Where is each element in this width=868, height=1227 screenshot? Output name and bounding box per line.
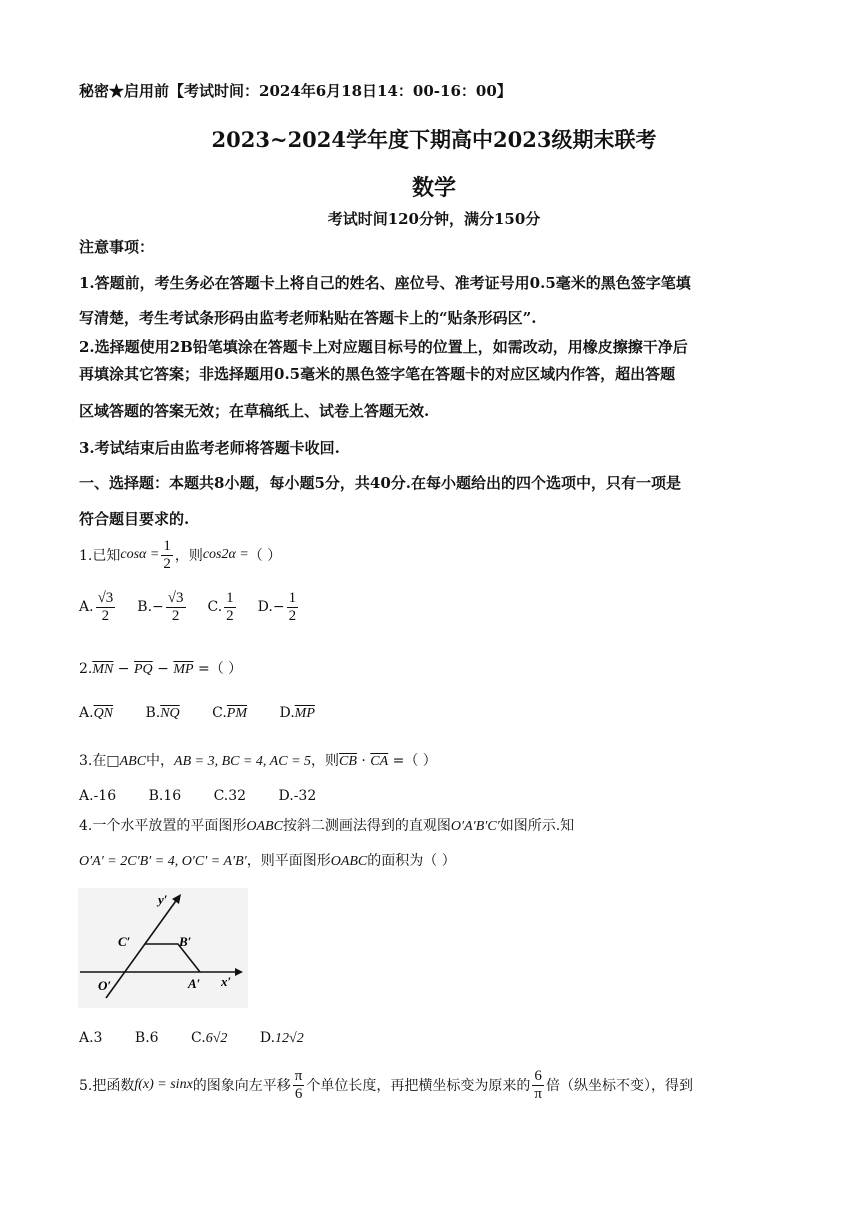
question-5: 5.把函数 f(x) = sinx 的图象向左平移 $\frac{\pi}{6}$ 个单位长度，再把横坐标变为原来的 $\frac{6}{\pi}$ 倍（纵坐标不变），得到 — [79, 1068, 693, 1102]
q1-option-c: C. $\frac{1}{2}$ — [207, 590, 234, 624]
q2-options — [79, 705, 343, 722]
question-3: 3.在□ABC中，AB = 3, BC = 4, AC = 5，则$\overline{CB} \cdot \overline{CA}$ =（ ） — [79, 753, 437, 769]
q1-option-d: D.− $\frac{1}{2}$ — [257, 590, 297, 624]
note-2-line-2: 再填涂其它答案；非选择题用0.5毫米的黑色签字笔在答题卡的对应区域内作答，超出答题 — [79, 365, 676, 383]
subject-title: 数学 — [411, 175, 456, 201]
q2-vector-mn: $\overline{MN}$ — [92, 662, 114, 677]
q1-prefix: 1.已知 — [79, 548, 121, 564]
label-b: B′ — [179, 934, 192, 949]
q2-vector-mp: $\overline{MP}$ — [173, 662, 194, 677]
q1-cos2: cos2α = — [202, 547, 249, 562]
q2-vector-pq: $\overline{PQ}$ — [134, 662, 153, 677]
q1-cos: cosα = — [120, 547, 160, 562]
note-3: 3.考试结束后由监考老师将答题卡收回. — [79, 439, 340, 457]
note-2-line-3: 区域答题的答案无效；在草稿纸上、试卷上答题无效. — [79, 402, 430, 420]
question-4-line-1: 4.一个水平放置的平面图形OABC按斜二测画法得到的直观图O′A′B′C′如图所示.知 — [79, 818, 575, 834]
note-1-line-2: 写清楚，考生考试条形码由监考老师粘贴在答题卡上的“贴条形码区”. — [79, 309, 537, 327]
q5-fraction-2: $\frac{6}{\pi}$ — [534, 1068, 542, 1102]
q3-option-a: A.-16 — [79, 788, 117, 804]
question-2: $2.\overline{MN} - \overline{PQ} - \overline{MP}$ =（ ） — [79, 661, 243, 677]
note-1-line-1: 1.答题前，考生务必在答题卡上将自己的姓名、座位号、准考证号用0.5毫米的黑色签字笔填 — [79, 274, 691, 292]
label-c: C′ — [118, 934, 131, 949]
exam-time-info: 考试时间120分钟，满分150分 — [327, 210, 541, 228]
q4-option-a: A.3 — [79, 1030, 103, 1046]
q5-fraction-1: $\frac{\pi}{6}$ — [294, 1068, 303, 1102]
question-1 — [79, 538, 281, 572]
note-2-line-1: 2.选择题使用2B铅笔填涂在答题卡上对应题目标号的位置上，如需改动，用橡皮擦擦干净后 — [79, 338, 688, 356]
q1-options — [79, 590, 328, 624]
question-4-line-2: O′A′ = 2C′B′ = 4, O′C′ = A′B′，则平面图形OABC的面积为（ ） — [79, 853, 456, 869]
q4-figure — [78, 888, 248, 1008]
q1-option-a: A. $\frac{√3}{2}$ — [79, 590, 114, 624]
q3-option-b: B.16 — [148, 788, 182, 804]
q4-option-c: C.6√2 — [191, 1030, 228, 1046]
notes-heading: 注意事项： — [79, 238, 155, 256]
label-x: x′ — [221, 974, 232, 989]
section-1-line-1: 一、选择题：本题共8小题，每小题5分，共40分.在每小题给出的四个选项中，只有一项是 — [79, 474, 681, 492]
section-1-line-2: 符合题目要求的. — [79, 510, 190, 528]
label-a: A′ — [188, 976, 201, 991]
q4-condition: O′A′ = 2C′B′ = 4, O′C′ = A′B′ — [79, 854, 247, 869]
q2-option-d: $D.\overline{MP}$ — [279, 705, 315, 721]
q1-option-b: B.− $\frac{√3}{2}$ — [137, 590, 184, 624]
label-o: O′ — [98, 978, 112, 993]
q3-option-d: D.-32 — [278, 788, 317, 804]
q2-option-c: $C.\overline{PM}$ — [212, 705, 248, 721]
q3-options — [79, 788, 344, 804]
exam-title: 2023~2024学年度下期高中2023级期末联考 — [211, 127, 657, 152]
label-y: y′ — [158, 892, 168, 907]
q1-paren: （ ） — [248, 548, 282, 564]
q3-condition: AB = 3, BC = 4, AC = 5 — [174, 754, 312, 769]
confidential-line: 秘密★启用前【考试时间：2024年6月18日14：00-16：00】 — [79, 82, 512, 100]
q1-fraction: $\frac{1}{2}$ — [163, 538, 171, 572]
q4-options — [79, 1030, 332, 1047]
q4-option-b: B.6 — [134, 1030, 159, 1046]
q3-option-c: C.32 — [213, 788, 247, 804]
q4-option-d: D.12√2 — [259, 1030, 304, 1046]
q2-option-b: $B.\overline{NQ}$ — [145, 705, 180, 721]
q2-option-a: $A.\overline{QN}$ — [79, 705, 114, 721]
q1-mid: ，则 — [174, 548, 203, 564]
